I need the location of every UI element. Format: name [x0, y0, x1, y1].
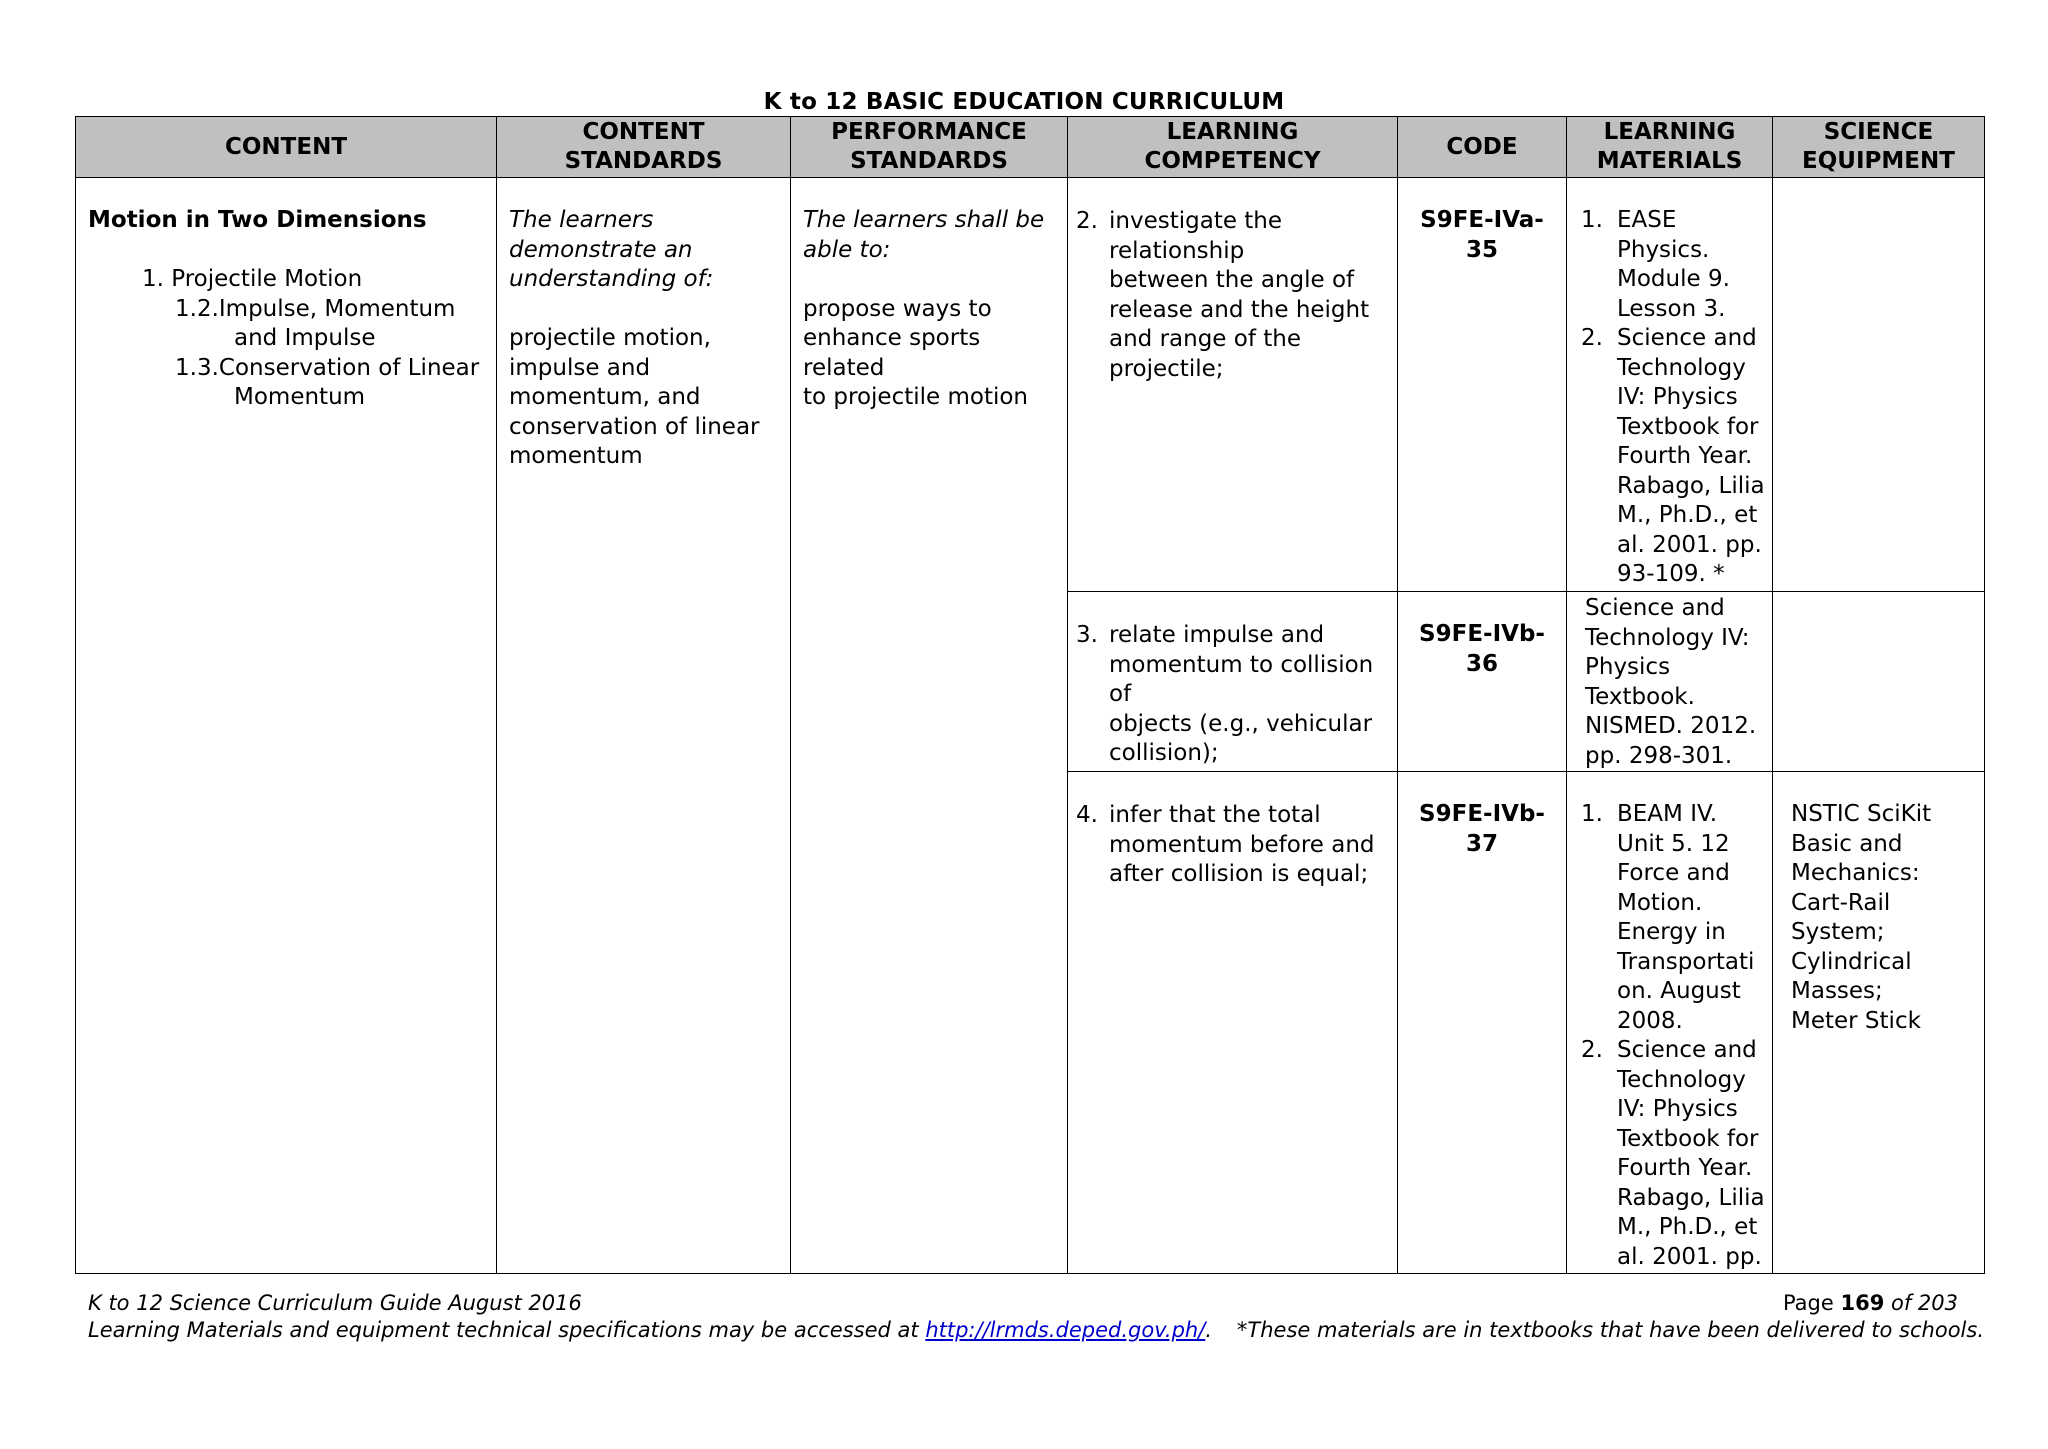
- list-item: 2. Science and Technology IV: Physics Textbook for Fourth Year. Rabago, Lilia M., Ph.D., et al. 2001. pp. 93-109. *: [1581, 325, 1765, 587]
- footer-textbook-note: *These materials are in textbooks that have been delivered to schools.: [1236, 1318, 1984, 1342]
- header-science-equipment: SCIENCE EQUIPMENT: [1773, 117, 1985, 178]
- code-cell: S9FE-IVa- 35: [1398, 178, 1567, 592]
- materials-cell: [1567, 772, 1773, 1274]
- header-performance-standards: PERFORMANCE STANDARDS: [791, 117, 1068, 178]
- competency-cell: 3. relate impulse and momentum to collision of objects (e.g., vehicular collision);: [1068, 592, 1398, 772]
- lrmds-link[interactable]: http://lrmds.deped.gov.ph/: [925, 1318, 1206, 1342]
- content-item: 1.3. Conservation of Linear: [175, 354, 480, 381]
- content-item: 1.2. Impulse, Momentum: [175, 295, 456, 322]
- list-item: 1. EASE Physics. Module 9. Lesson 3.: [1581, 207, 1730, 322]
- table-row: [76, 178, 1985, 592]
- competency-cell: 4. infer that the total momentum before and after collision is equal;: [1068, 772, 1398, 1274]
- equipment-cell: [1773, 592, 1985, 772]
- header-learning-competency: LEARNING COMPETENCY: [1068, 117, 1398, 178]
- footer-access-note: Learning Materials and equipment technical specifications may be accessed at http://lrmds.deped.gov.ph/.: [88, 1318, 1212, 1342]
- header-code: CODE: [1398, 117, 1567, 178]
- header-learning-materials: LEARNING MATERIALS: [1567, 117, 1773, 178]
- footer-left: [88, 1290, 1212, 1344]
- content-heading: Motion in Two Dimensions: [88, 207, 427, 233]
- content-standards-intro: The learners demonstrate an understanding of:: [509, 207, 714, 292]
- content-item: 1. Projectile Motion: [142, 266, 363, 292]
- content-cell: Motion in Two Dimensions 1. Projectile Motion 1.2. Impulse, Momentum and Impulse 1.3. Conservation of Linear Momentum: [76, 178, 497, 1274]
- footer-guide-title: K to 12 Science Curriculum Guide August 2016: [88, 1291, 582, 1315]
- header-content: CONTENT: [76, 117, 497, 178]
- list-item: 2. Science and Technology IV: Physics Textbook for Fourth Year. Rabago, Lilia M., Ph.D., et al. 2001. pp.: [1581, 1037, 1765, 1270]
- code-cell: S9FE-IVb- 37: [1398, 772, 1567, 1274]
- code-cell: S9FE-IVb- 36: [1398, 592, 1567, 772]
- materials-cell: Science and Technology IV: Physics Textbook. NISMED. 2012. pp. 298-301.: [1567, 592, 1773, 772]
- performance-standards-intro: The learners shall be able to:: [803, 207, 1045, 263]
- performance-standards-body: propose ways to enhance sports related to projectile motion: [803, 295, 1029, 410]
- page-number: Page 169 of 203: [1782, 1291, 1958, 1315]
- equipment-cell: NSTIC SciKit Basic and Mechanics: Cart-Rail System; Cylindrical Masses; Meter Stick: [1773, 772, 1985, 1274]
- equipment-cell: [1773, 178, 1985, 592]
- content-standards-cell: [497, 178, 791, 1274]
- curriculum-table: [75, 116, 1985, 1274]
- header-content-standards: CONTENT STANDARDS: [497, 117, 791, 178]
- list-item: 1. BEAM IV. Unit 5. 12 Force and Motion. Energy in Transportati on. August 2008.: [1581, 801, 1755, 1034]
- content-standards-body: projectile motion, impulse and momentum, and conservation of linear momentum: [509, 325, 760, 469]
- document-title: K to 12 BASIC EDUCATION CURRICULUM: [763, 89, 1285, 115]
- performance-standards-cell: [791, 178, 1068, 1274]
- table-header-row: [76, 117, 1985, 178]
- materials-cell: [1567, 178, 1773, 592]
- competency-cell: 2. investigate the relationship between the angle of release and the height and range of the projectile;: [1068, 178, 1398, 592]
